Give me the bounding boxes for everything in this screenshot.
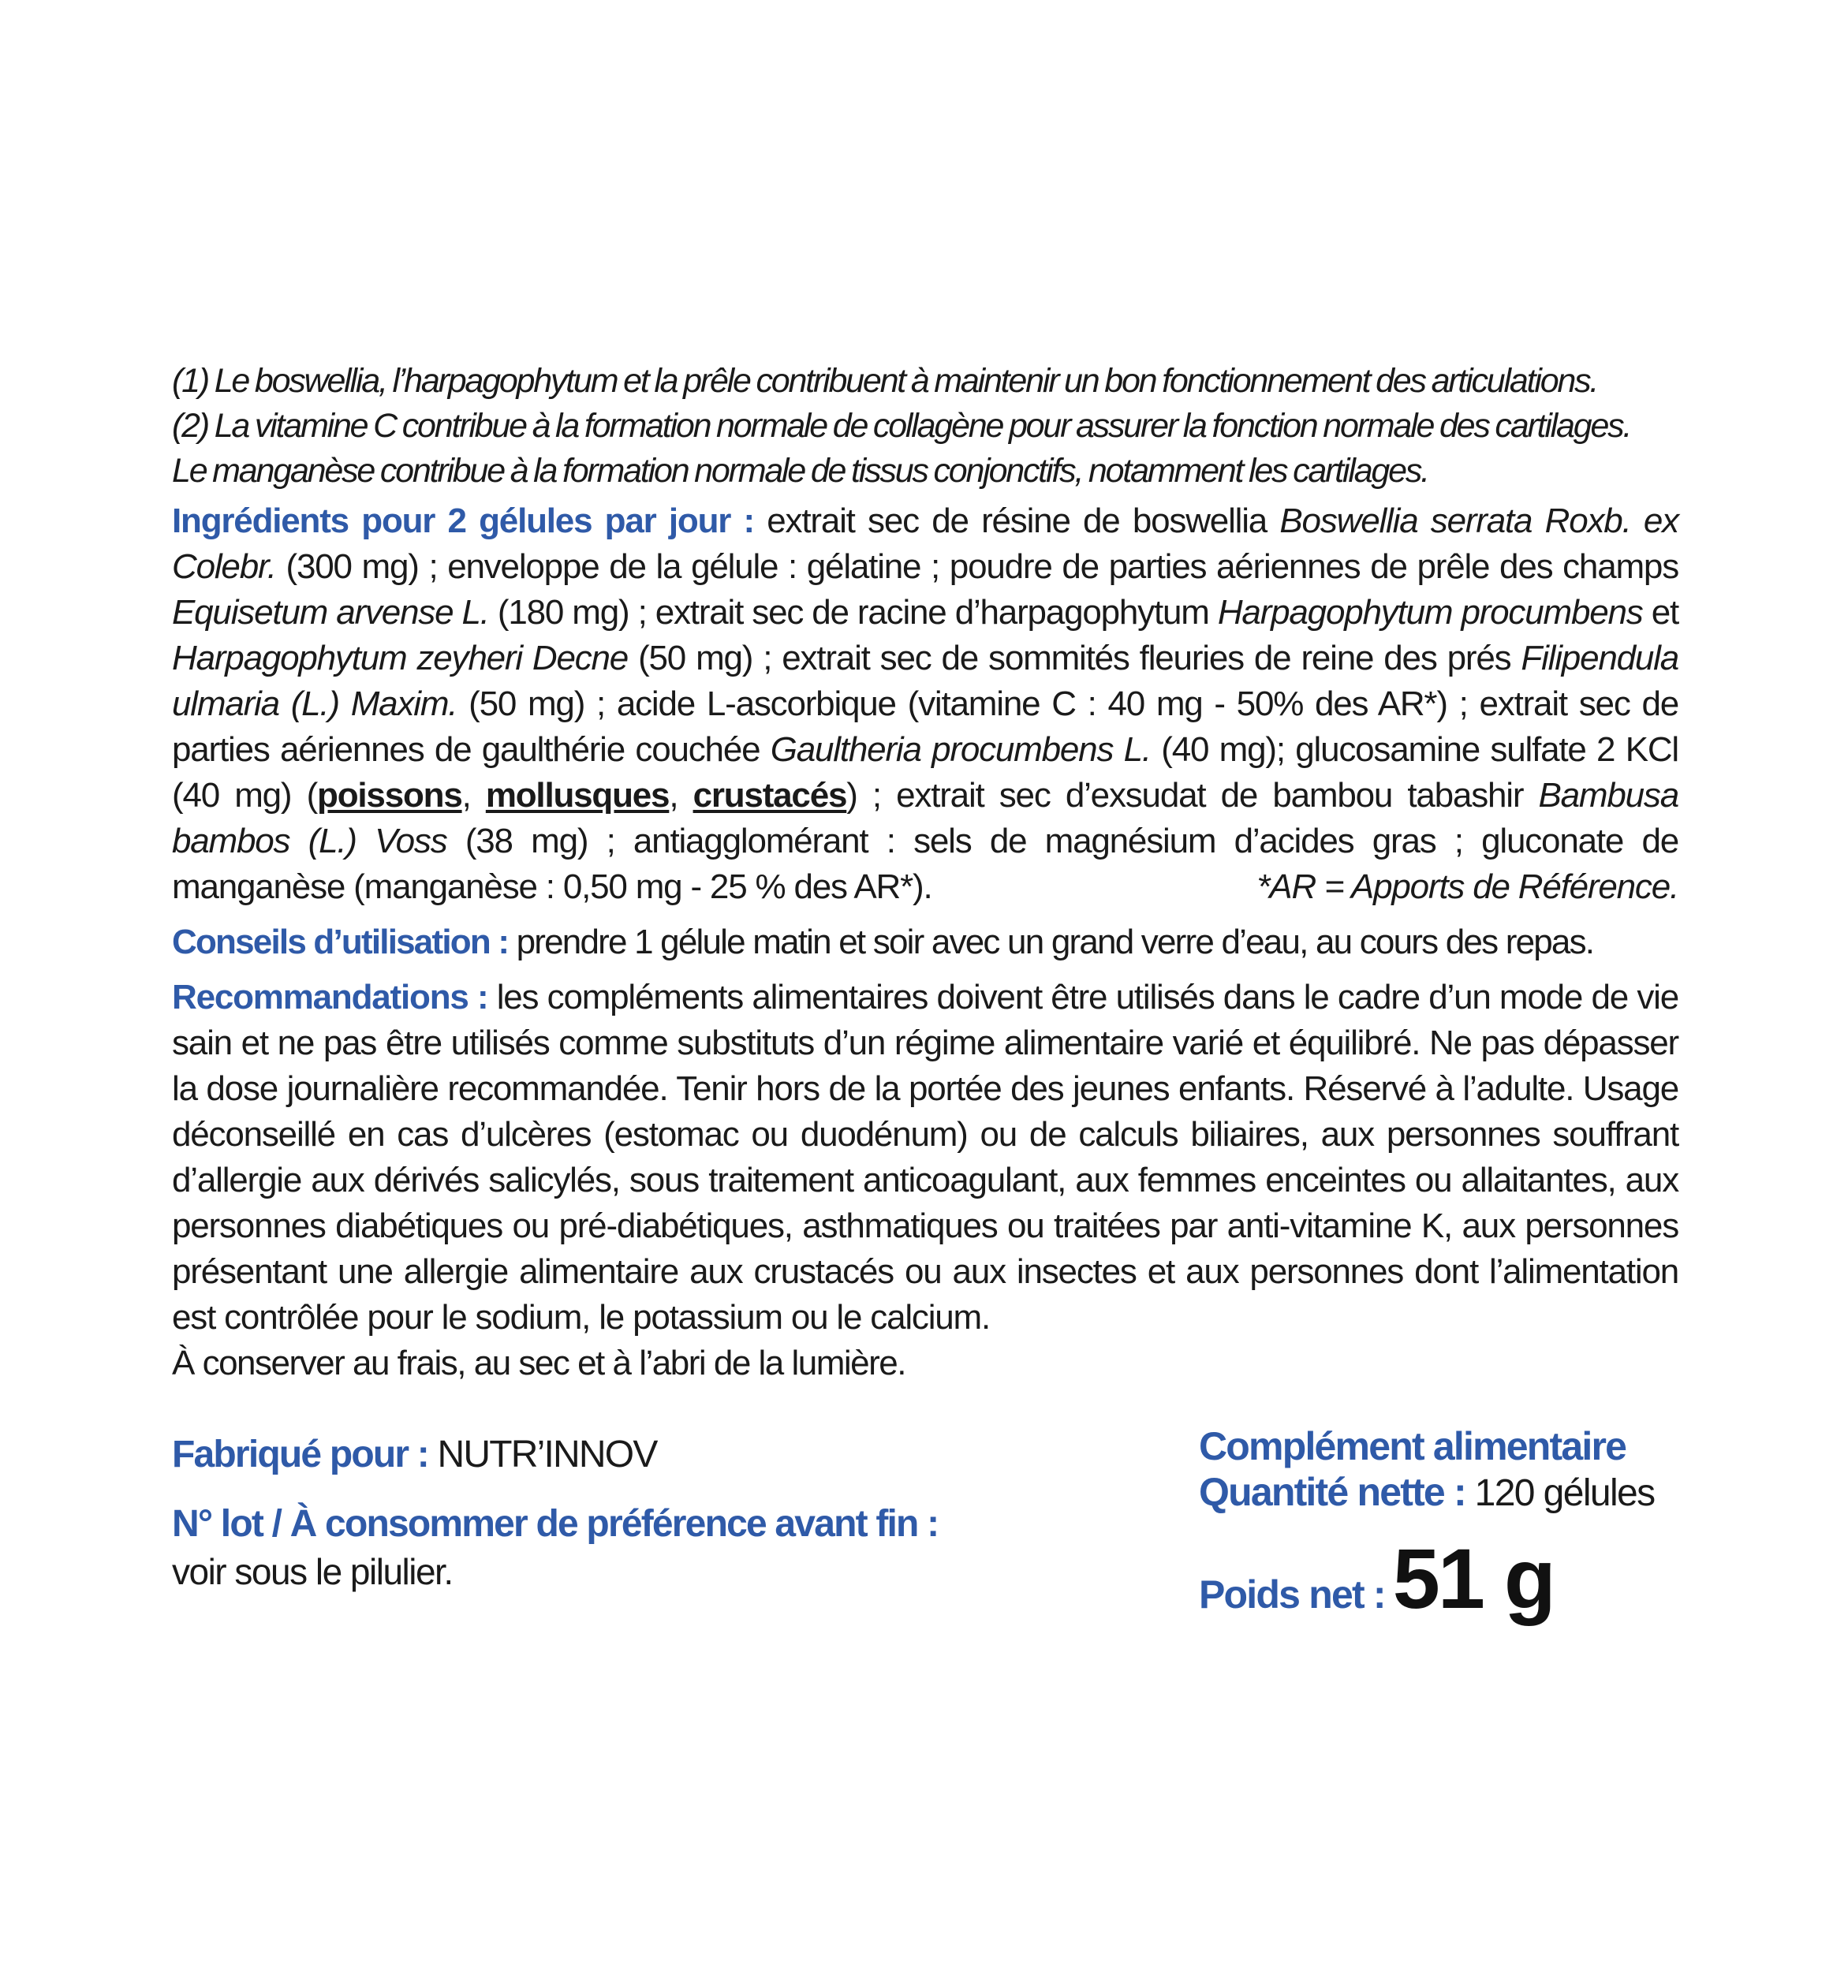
ingredients-text: (38 mg) ; antiagglomérant : sels de magnésium d’acides gras ; gluconate de manganèse (manganèse : 0,50 mg - 25 % des AR*). xyxy=(172,822,1678,906)
latin-name: Bambusa bambos (L.) Voss xyxy=(172,776,1678,860)
ingredients-paragraph xyxy=(172,498,1678,910)
ingredients-text: et xyxy=(1642,593,1678,632)
ingredients-text: , xyxy=(461,776,486,815)
product-type: Complément alimentaire xyxy=(1199,1424,1626,1468)
lot-value: voir sous le pilulier. xyxy=(172,1551,453,1592)
latin-name: Filipendula ulmaria (L.) Maxim. xyxy=(172,639,1679,723)
lot-label: N° lot / À consommer de préférence avant fin : xyxy=(172,1503,939,1545)
weight-label: Poids net : xyxy=(1199,1572,1385,1617)
quantity-label: Quantité nette : xyxy=(1199,1470,1465,1514)
quantity-value: 120 gélules xyxy=(1465,1472,1655,1514)
product-info-block xyxy=(1199,1423,1688,1626)
ingredients-text: extrait sec de résine de boswellia xyxy=(753,502,1280,540)
latin-name: Equisetum arvense L. xyxy=(172,593,489,632)
ingredients-text: (50 mg) ; acide L-ascorbique (vitamine C : 40 mg - 50% des AR*) ; extrait sec de parties aériennes de gaulthérie couchée xyxy=(172,684,1678,769)
ar-footnote: *AR = Apports de Référence. xyxy=(1256,867,1678,906)
weight-value: 51 g xyxy=(1392,1531,1554,1626)
ingredients-text: (300 mg) ; enveloppe de la gélule : gélatine ; poudre de parties aériennes de prêle des champs xyxy=(275,547,1678,586)
allergen-crustaceans: crustacés xyxy=(693,776,847,815)
recommendations-text: les compléments alimentaires doivent être utilisés dans le cadre d’un mode de vie sain et ne pas être utilisés comme substituts d’un régime alimentaire varié et équilibré. Ne pas dépasser la dose journalière recommandée. Tenir hors de la portée des jeunes enfants. Réservé à l’adulte. Usage déconseillé en cas d’ulcères (estomac ou duodénum) ou de calculs biliaires, aux personnes souffrant d’allergie aux dérivés salicylés, sous traitement anticoagulant, aux femmes enceintes ou allaitantes, aux personnes diabétiques ou pré-diabétiques, asthmatiques ou traitées par anti-vitamine K, aux personnes présentant une allergie alimentaire aux crustacés ou aux insectes et aux personnes dont l’alimentation est contrôlée pour le sodium, le potassium ou le calcium. xyxy=(172,978,1678,1337)
recommendations-heading: Recommandations : xyxy=(172,978,488,1016)
storage-instructions: À conserver au frais, au sec et à l’abri de la lumière. xyxy=(172,1344,905,1382)
ingredients-text: (50 mg) ; extrait sec de sommités fleuries de reine des prés xyxy=(628,639,1521,677)
claim-2: (2) La vitamine C contribue à la formation normale de collagène pour assurer la fonction normale des cartilages. xyxy=(172,407,1631,445)
made-for-label: Fabriqué pour : xyxy=(172,1434,428,1475)
quantity-line xyxy=(1199,1469,1688,1516)
ingredients-heading: Ingrédients pour 2 gélules par jour : xyxy=(172,502,754,540)
ingredients-text: , xyxy=(669,776,693,815)
usage-heading: Conseils d’utilisation : xyxy=(172,923,509,961)
health-claims xyxy=(172,359,1678,494)
recommendations-paragraph xyxy=(172,975,1678,1341)
usage-paragraph xyxy=(172,919,1678,965)
latin-name: Harpagophytum zeyheri Decne xyxy=(172,639,629,677)
ingredients-text: ) ; extrait sec d’exsudat de bambou tabashir xyxy=(846,776,1539,815)
manufacturer-block xyxy=(172,1431,1118,1595)
made-for-value: NUTR’INNOV xyxy=(428,1434,657,1475)
claim-1: (1) Le boswellia, l’harpagophytum et la prêle contribuent à maintenir un bon fonctionnement des articulations. xyxy=(172,362,1598,400)
made-for-line xyxy=(172,1431,1118,1479)
allergen-molluscs: mollusques xyxy=(485,776,670,815)
latin-name: Gaultheria procumbens L. xyxy=(770,730,1151,769)
product-label xyxy=(172,359,1678,1386)
latin-name: Boswellia serrata Roxb. ex Colebr. xyxy=(172,502,1678,586)
ingredients-text: (180 mg) ; extrait sec de racine d’harpagophytum xyxy=(488,593,1218,632)
latin-name: Harpagophytum procumbens xyxy=(1217,593,1643,632)
claim-3: Le manganèse contribue à la formation normale de tissus conjonctifs, notamment les cartilages. xyxy=(172,452,1428,490)
ingredients-text: (40 mg); glucosamine sulfate 2 KCl (40 mg) ( xyxy=(172,730,1678,815)
usage-text: prendre 1 gélule matin et soir avec un grand verre d’eau, au cours des repas. xyxy=(508,923,1594,961)
weight-line xyxy=(1199,1531,1688,1626)
allergen-fish: poissons xyxy=(317,776,462,815)
